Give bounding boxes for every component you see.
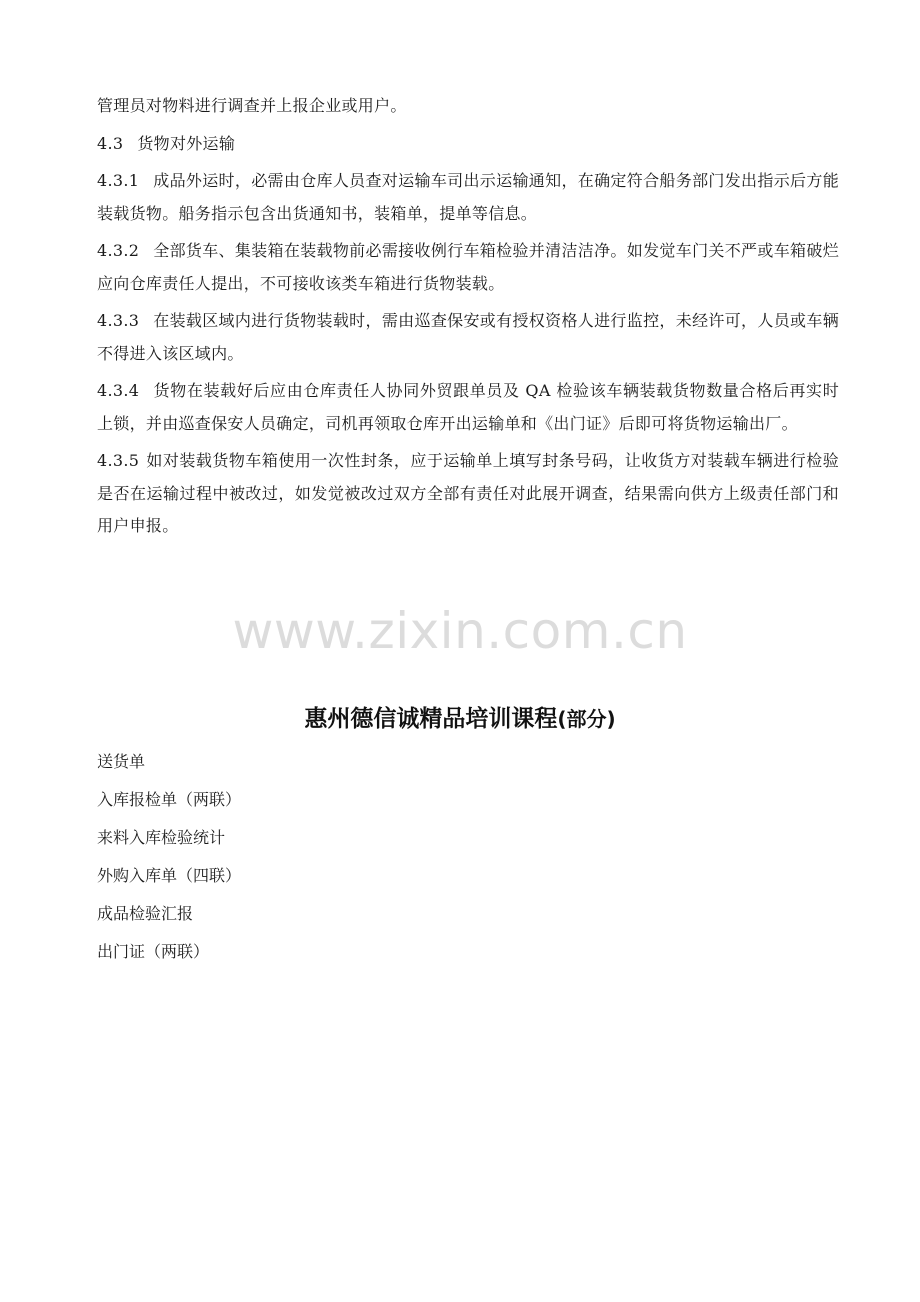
procedure-text xyxy=(97,90,839,548)
course-title-suffix: (部分) xyxy=(557,707,616,731)
list-item: 外购入库单（四联） xyxy=(97,866,242,885)
section-heading-4-3 xyxy=(97,128,839,161)
clause-number: 4.3.1 xyxy=(97,171,140,190)
clause-4-3-3 xyxy=(97,305,839,370)
clause-text: 如对装载货物车箱使用一次性封条，应于运输单上填写封条号码，让收货方对装载车辆进行检验是否在运输过程中被改过，如发觉被改过双方全部有责任对此展开调查，结果需向供方上级责任部门和用户申报。 xyxy=(97,451,839,535)
course-title xyxy=(0,700,920,733)
section-title: 货物对外运输 xyxy=(137,133,236,153)
clause-4-3-2 xyxy=(97,235,839,300)
list-item: 入库报检单（两联） xyxy=(97,790,242,809)
paragraph-continuation xyxy=(97,90,839,123)
clause-text: 货物在装载好后应由仓库责任人协同外贸跟单员及 QA 检验该车辆装载货物数量合格后再实时上锁，并由巡查保安人员确定，司机再领取仓库开出运输单和《出门证》后即可将货物运输出厂。 xyxy=(97,381,839,433)
list-item: 出门证（两联） xyxy=(97,942,210,961)
clause-text: 成品外运时，必需由仓库人员查对运输车司出示运输通知，在确定符合船务部门发出指示后方能装载货物。船务指示包含出货通知书，装箱单，提单等信息。 xyxy=(97,171,839,223)
clause-number: 4.3.5 xyxy=(97,451,140,470)
clause-4-3-1 xyxy=(97,165,839,230)
clause-4-3-4 xyxy=(97,375,839,440)
list-item: 成品检验汇报 xyxy=(97,904,194,923)
paragraph-text: 管理员对物料进行调查并上报企业或用户。 xyxy=(97,96,407,115)
course-title-main: 惠州德信诚精品培训课程 xyxy=(304,706,558,732)
watermark-text: www.zixin.com.cn xyxy=(232,602,688,660)
clause-number: 4.3.2 xyxy=(97,241,140,260)
clause-4-3-5 xyxy=(97,445,839,543)
form-list xyxy=(97,746,241,974)
list-item: 来料入库检验统计 xyxy=(97,828,226,847)
clause-number: 4.3.4 xyxy=(97,381,140,400)
clause-text: 全部货车、集装箱在装载物前必需接收例行车箱检验并清洁洁净。如发觉车门关不严或车箱破烂应向仓库责任人提出，不可接收该类车箱进行货物装载。 xyxy=(97,241,839,293)
clause-text: 在装载区域内进行货物装载时，需由巡查保安或有授权资格人进行监控，未经许可，人员或车辆不得进入该区域内。 xyxy=(97,311,839,363)
clause-number: 4.3.3 xyxy=(97,311,140,330)
list-item: 送货单 xyxy=(97,752,146,771)
section-number: 4.3 xyxy=(97,133,124,153)
